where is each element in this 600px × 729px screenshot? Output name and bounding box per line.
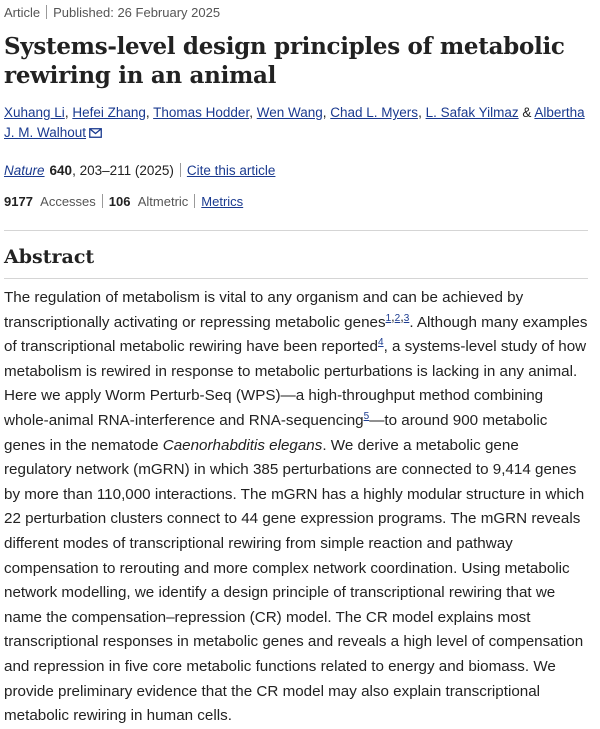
metrics-separator (194, 194, 195, 208)
abstract-divider (4, 278, 588, 279)
article-meta (4, 4, 588, 22)
abstract-text-part: . We derive a metabolic gene regulatory network (mGRN) in which 385 perturbations are connected to 9,414 genes by more than 110,000 interactions. The mGRN has a highly modular structure in which 22 perturbation clusters connect to 44 gene expression programs. The mGRN reveals different modes of transcriptional rewiring from simple reaction and pathway compensation to rerouting and more complex network coordination. Using metabolic network modelling, we identify a design principle of transcriptional rewiring that we name the compensation–repression (CR) model. The CR model explains most transcriptional responses in metabolic genes and reveals a high level of compensation and repression in five core metabolic functions related to energy and biomass. We provide preliminary evidence that the CR model may also explain transcriptional metabolic rewiring in human cells. (4, 436, 585, 725)
reference-group: 1,2,3 (385, 309, 410, 324)
author-link[interactable]: L. Safak Yilmaz (425, 105, 519, 120)
altmetric-count: 106 (108, 194, 131, 209)
accesses-count: 9177 (4, 194, 33, 209)
reference-link[interactable]: 3 (403, 312, 410, 324)
reference-link[interactable]: 4 (378, 337, 384, 349)
reference-link[interactable]: 1 (385, 312, 392, 324)
reference-link[interactable]: 5 (363, 410, 370, 422)
author-list (4, 103, 588, 144)
author-separator: , (64, 105, 73, 120)
journal-volume: 640 (49, 163, 73, 178)
author-link[interactable]: Xuhang Li (4, 105, 65, 120)
citation-separator (180, 163, 181, 177)
email-icon[interactable] (89, 124, 102, 144)
species-name: Caenorhabditis elegans (162, 436, 323, 454)
author-separator: , (322, 105, 331, 120)
author-link[interactable]: Chad L. Myers (330, 105, 419, 120)
metrics-separator (102, 194, 103, 208)
author-link[interactable]: Albertha J. M. Walhout (4, 105, 585, 140)
meta-separator (46, 5, 47, 19)
author-separator: & (518, 105, 535, 120)
abstract-text-part: . Although many examples of transcriptional metabolic rewiring have been reported (4, 313, 588, 356)
metrics-line (4, 193, 588, 211)
journal-link[interactable]: Nature (4, 163, 45, 178)
abstract-text-part: The regulation of metabolism is vital to any organism and can be achieved by transcriptionally activating or repressing metabolic genes (4, 289, 524, 331)
author-separator: , (418, 105, 426, 120)
metrics-link[interactable]: Metrics (201, 194, 244, 209)
author-link[interactable]: Wen Wang (256, 105, 323, 120)
article-page (0, 4, 600, 729)
author-link[interactable]: Hefei Zhang (72, 105, 146, 120)
published-date: Published: 26 February 2025 (53, 5, 221, 20)
accesses-label: Accesses (40, 194, 96, 209)
cite-this-article-link[interactable]: Cite this article (186, 163, 276, 178)
author-link[interactable]: Thomas Hodder (153, 105, 250, 120)
article-type: Article (4, 5, 41, 20)
abstract-text-part: , a systems-level study of how metabolism is rewired in response to metabolic perturbations is lacking in any animal. Here we apply Worm Perturb-Seq (WPS)—a high-throughput method combining whole-animal RNA-interference and RNA-sequencing (4, 338, 587, 429)
abstract-heading: Abstract (4, 246, 95, 268)
abstract-text (4, 286, 588, 729)
reference-link[interactable]: 2 (394, 312, 401, 324)
altmetric-label: Altmetric (137, 194, 189, 209)
citation-line (4, 162, 588, 180)
author-separator: , (249, 105, 257, 120)
abstract-text-part: —to around 900 metabolic genes in the nematode (4, 411, 548, 454)
author-separator: , (145, 105, 154, 120)
article-title: Systems-level design principles of metabolic rewiring in an animal (4, 33, 565, 89)
journal-pages: , 203–211 (2025) (72, 163, 174, 178)
section-divider (4, 230, 588, 231)
